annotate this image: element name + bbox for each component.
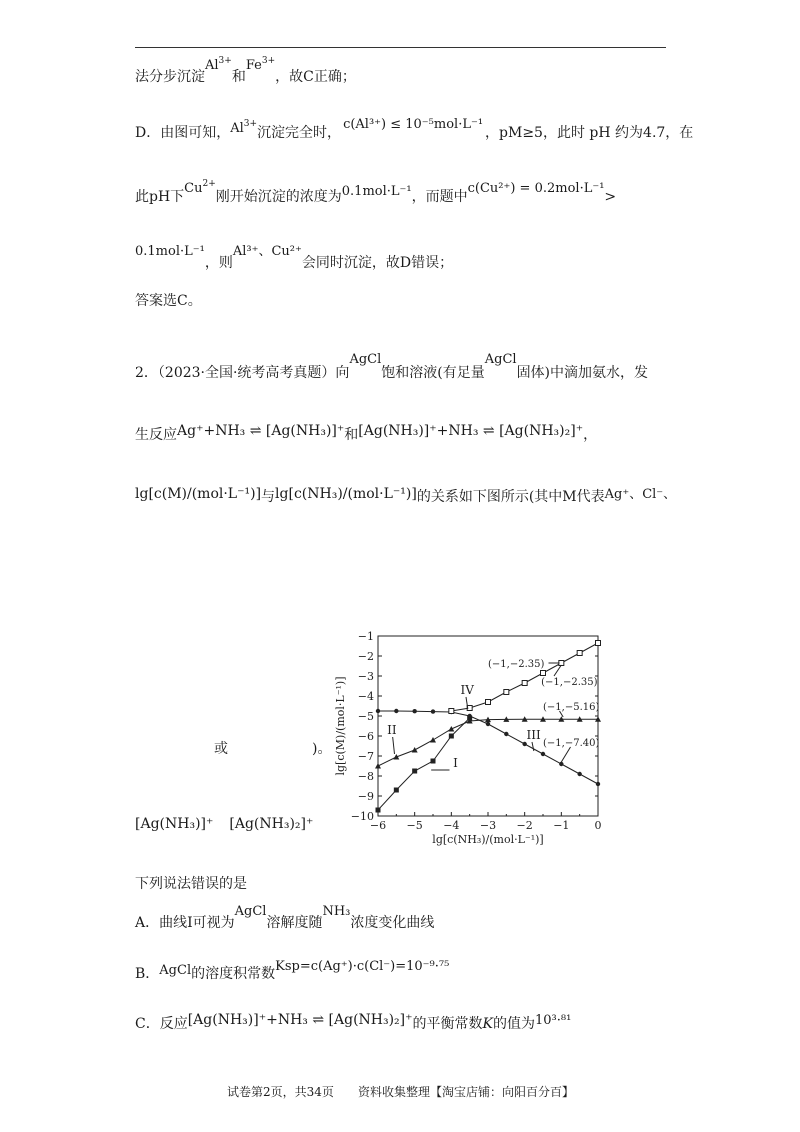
y-tick-label: −10 xyxy=(350,810,374,823)
curve-label-III: III xyxy=(526,728,541,742)
point-I xyxy=(376,808,381,813)
k-value: 10³·⁸¹ xyxy=(535,1013,572,1028)
y-tick-label: −9 xyxy=(357,790,374,803)
text: 溶解度随 xyxy=(266,915,323,931)
text: C．反应 xyxy=(135,1016,188,1032)
point-IV xyxy=(559,661,564,666)
text-line-2 xyxy=(135,117,694,142)
text: 和 xyxy=(344,427,359,443)
point-IV xyxy=(486,700,491,705)
footer-source: 资料收集整理【淘宝店铺：向阳百分百】 xyxy=(358,1085,575,1099)
math-expression: 0.1mol·L⁻¹ xyxy=(341,184,412,199)
footer-page: 试卷第2页，共34页 xyxy=(227,1085,334,1099)
curve-pointer-III xyxy=(532,742,534,751)
text: 与 xyxy=(261,489,276,505)
annotation-pointer xyxy=(561,747,570,762)
charge: 3+ xyxy=(261,56,276,66)
or-text: 或 xyxy=(214,741,228,757)
header-rule xyxy=(135,47,666,48)
point-III xyxy=(577,772,581,776)
x-tick-label: −4 xyxy=(443,819,460,832)
ion-al: Al xyxy=(205,58,219,73)
chart xyxy=(330,618,630,848)
y-tick-label: −4 xyxy=(357,690,374,703)
charge: 3+ xyxy=(243,119,258,129)
text: 会同时沉淀，故D错误； xyxy=(301,255,454,271)
text: A．曲线I可视为 xyxy=(135,915,235,931)
question-2-line-1 xyxy=(135,352,649,382)
point-III xyxy=(486,722,490,726)
ksp-expression: Ksp=c(Ag⁺)·c(Cl⁻)=10⁻⁹·⁷⁵ xyxy=(275,959,450,974)
annotation: (−1,−7.40) xyxy=(543,738,600,749)
formula-agcl: AgCl xyxy=(159,963,192,978)
text: ，故C正确； xyxy=(275,69,356,85)
ion-fe: Fe xyxy=(245,58,262,73)
point-III xyxy=(467,714,471,718)
ion-list: Al³⁺、Cu²⁺ xyxy=(232,244,302,259)
math-expression: c(Cu²⁺) = 0.2mol·L⁻¹ xyxy=(467,181,605,196)
y-tick-label: −2 xyxy=(357,650,374,663)
curve-label-IV: IV xyxy=(460,683,474,697)
point-IV xyxy=(541,671,546,676)
curve-pointer-II xyxy=(393,737,395,754)
text: 刚开始沉淀的浓度为 xyxy=(215,189,342,205)
point-III xyxy=(541,752,545,756)
point-IV xyxy=(449,709,454,714)
text: 此pH下 xyxy=(135,189,185,205)
text: ，则 xyxy=(204,255,233,271)
annotation: (−1,−2.35) xyxy=(541,677,598,688)
ion-al: Al xyxy=(230,121,244,136)
reaction-expression: [Ag(NH₃)]⁺+NH₃ ⇌ [Ag(NH₃)₂]⁺ xyxy=(187,1012,413,1028)
text: 答案选C。 xyxy=(135,293,202,309)
point-I xyxy=(412,769,417,774)
formula-nh3: NH₃ xyxy=(322,904,351,919)
charge: 3+ xyxy=(218,56,232,66)
x-axis-label: lg[c(NH₃)/(mol·L⁻¹)] xyxy=(432,833,544,846)
question-number: 2．（2023·全国·统考高考真题）向 xyxy=(135,365,350,381)
k-symbol: K xyxy=(482,1016,493,1032)
text: 固体)中滴加氨水，发 xyxy=(516,365,649,381)
point-III xyxy=(504,732,508,736)
formula-agcl: AgCl xyxy=(234,904,267,919)
point-IV xyxy=(577,651,582,656)
point-I xyxy=(394,788,399,793)
math-expression: 0.1mol·L⁻¹ xyxy=(135,244,205,259)
text: ，而题中 xyxy=(411,189,468,205)
formula-agcl: AgCl xyxy=(484,352,517,367)
point-II xyxy=(393,754,399,760)
x-tick-label: −2 xyxy=(516,819,533,832)
y-tick-label: −8 xyxy=(357,770,374,783)
point-III xyxy=(376,709,380,713)
point-IV xyxy=(596,641,601,646)
point-IV xyxy=(522,681,527,686)
text-line-3 xyxy=(135,179,617,206)
point-II xyxy=(448,726,454,732)
text: 法分步沉淀 xyxy=(135,69,205,85)
complex-ion-1: [Ag(NH₃)]⁺ xyxy=(135,816,214,832)
text: 浓度变化曲线 xyxy=(350,915,435,931)
text-line-4 xyxy=(135,244,454,272)
text: 的溶度积常数 xyxy=(191,966,276,982)
text: 饱和溶液(有足量 xyxy=(381,365,485,381)
ion-cu: Cu xyxy=(184,181,203,196)
question-2-line-2 xyxy=(135,424,597,444)
text: 生反应 xyxy=(135,427,177,443)
math-expression: c(Al³⁺) ≤ 10⁻⁵mol·L⁻¹ xyxy=(343,117,484,132)
text-line-1 xyxy=(135,56,356,86)
x-quantity: lg[c(NH₃)/(mol·L⁻¹)] xyxy=(275,486,417,502)
y-tick-label: −5 xyxy=(357,710,374,723)
text: 的值为 xyxy=(493,1016,535,1032)
complex-ion-2: [Ag(NH₃)₂]⁺ xyxy=(229,816,314,832)
x-tick-label: −5 xyxy=(406,819,423,832)
y-tick-label: −1 xyxy=(357,630,374,643)
y-tick-label: −6 xyxy=(357,730,374,743)
point-III xyxy=(394,709,398,713)
annotation: (−1,−5.16) xyxy=(543,702,600,713)
point-I xyxy=(449,734,454,739)
point-I xyxy=(431,759,436,764)
option-c xyxy=(135,1013,571,1033)
point-IV xyxy=(504,690,509,695)
close-text: )。 xyxy=(312,741,332,757)
point-II xyxy=(430,737,436,743)
y-tick-label: −3 xyxy=(357,670,374,683)
point-II xyxy=(375,763,381,769)
reaction-1: Ag⁺+NH₃ ⇌ [Ag(NH₃)]⁺ xyxy=(177,423,345,439)
question-prompt: 下列说法错误的是 xyxy=(135,876,247,892)
text: 的平衡常数 xyxy=(412,1016,483,1032)
x-tick-label: 0 xyxy=(594,819,602,832)
point-III xyxy=(412,709,416,713)
text-line-5 xyxy=(135,290,202,310)
text: B． xyxy=(135,966,160,982)
point-III xyxy=(596,782,600,786)
question-2-line-3 xyxy=(135,486,676,506)
y-tick-label: −7 xyxy=(357,750,374,763)
curve-label-II: II xyxy=(387,723,397,737)
point-II xyxy=(412,747,418,753)
complex-ions-line xyxy=(135,816,313,832)
option-a xyxy=(135,904,435,932)
text: > xyxy=(604,189,617,205)
x-tick-label: −3 xyxy=(479,819,497,832)
text: D．由图可知， xyxy=(135,125,231,141)
point-III xyxy=(559,762,563,766)
reaction-2: [Ag(NH₃)]⁺+NH₃ ⇌ [Ag(NH₃)₂]⁺ xyxy=(358,423,584,439)
ion-list: Ag⁺、Cl⁻、 xyxy=(604,487,677,502)
point-III xyxy=(431,709,435,713)
x-tick-label: −6 xyxy=(369,819,387,832)
y-axis-label: lg[c(M)/(mol·L⁻¹)] xyxy=(334,676,347,776)
annotation: (−1,−2.35) xyxy=(488,659,545,670)
point-III xyxy=(522,742,526,746)
x-tick-label: −1 xyxy=(553,819,570,832)
curve-label-I: I xyxy=(453,756,458,770)
option-b xyxy=(135,959,450,983)
text: ，pM≥5，此时 pH 约为4.7，在 xyxy=(485,125,694,141)
y-quantity: lg[c(M)/(mol·L⁻¹)] xyxy=(135,486,262,502)
text: ， xyxy=(583,427,598,443)
text: 沉淀完全时， xyxy=(257,125,342,141)
text: 的关系如下图所示(其中M代表 xyxy=(416,489,605,505)
text: 和 xyxy=(231,69,246,85)
charge: 2+ xyxy=(202,179,216,189)
formula-agcl: AgCl xyxy=(349,352,382,367)
